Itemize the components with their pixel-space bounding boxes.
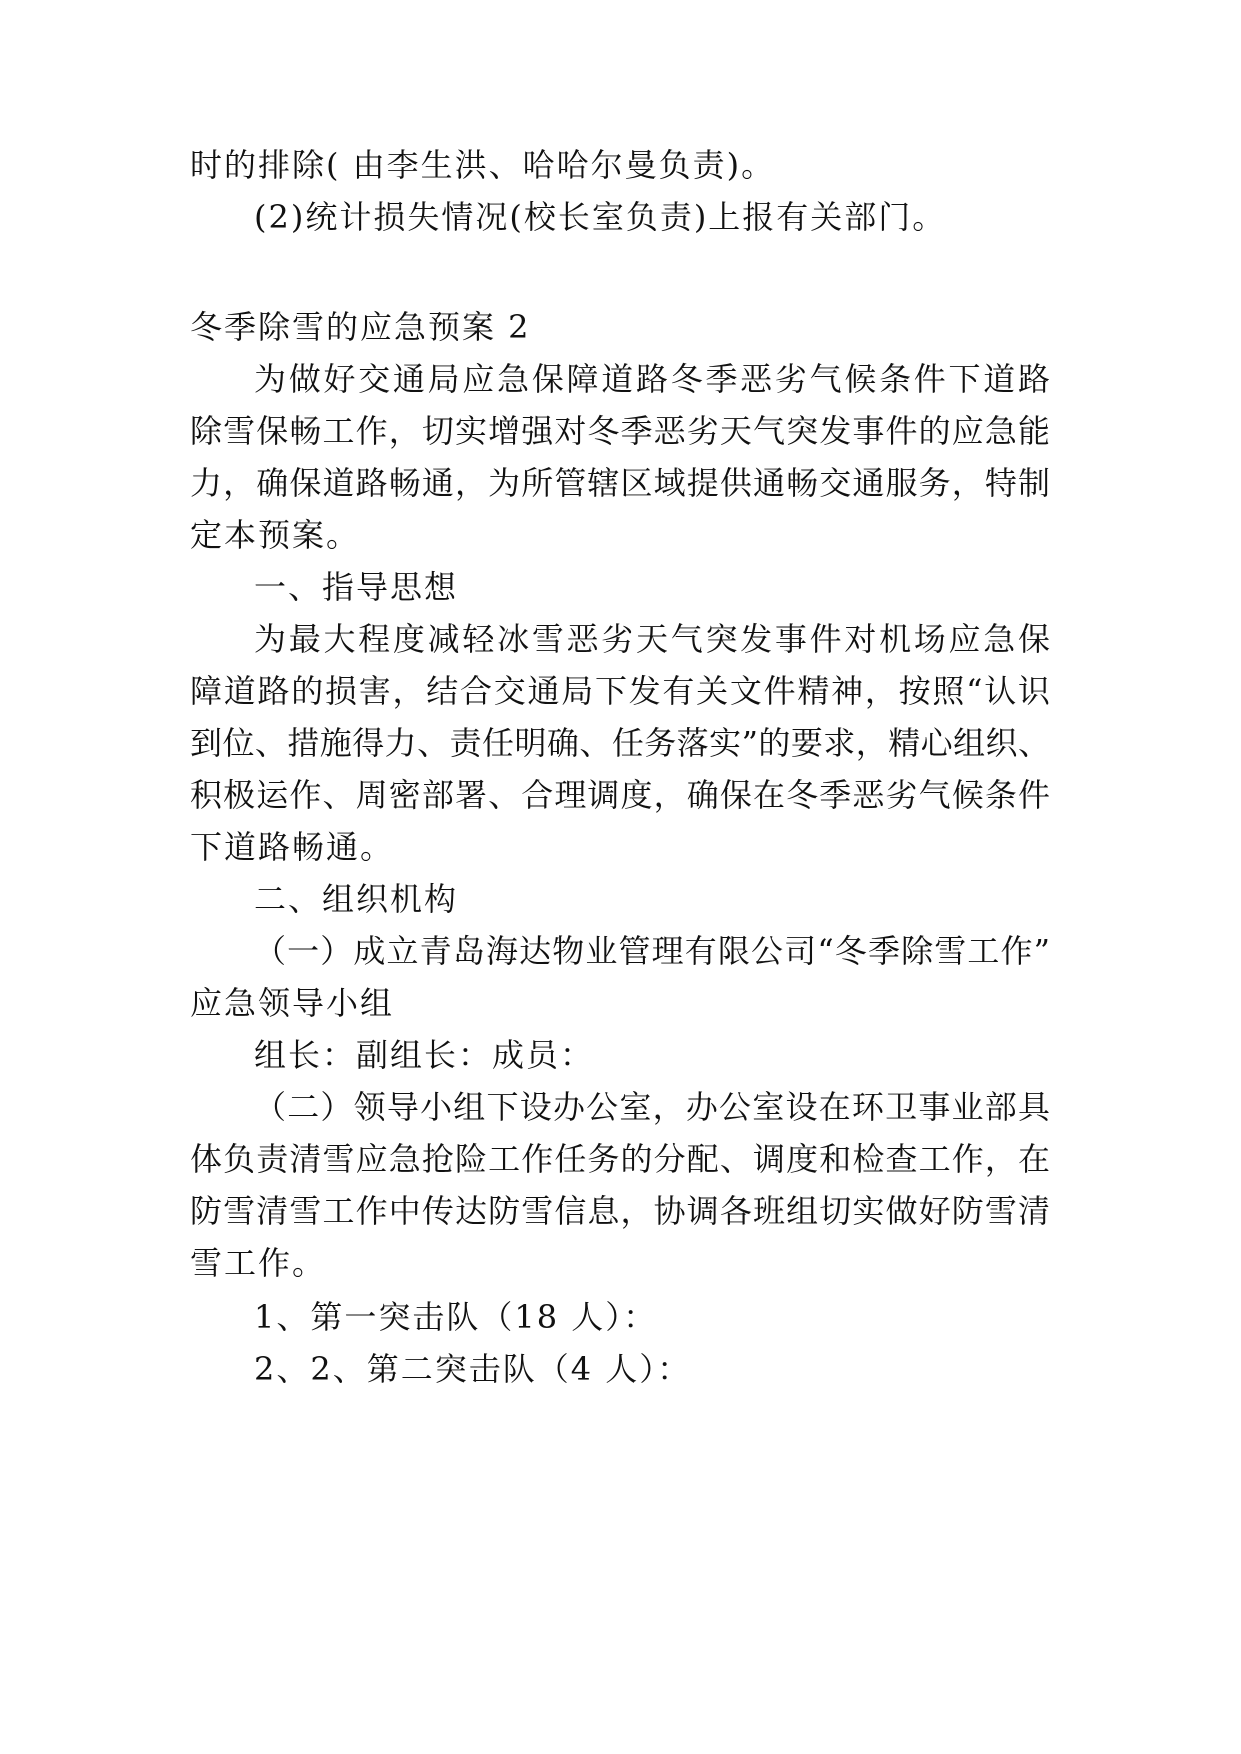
continuation-line: 时的排除( 由李生洪、哈哈尔曼负责)。 [190, 146, 776, 184]
intro-paragraph-line: 除雪保畅工作，切实增强对冬季恶劣天气突发事件的应急能 [190, 412, 1050, 450]
subsection-1-line: （一）成立青岛海达物业管理有限公司“冬季除雪工作” [254, 932, 1050, 970]
heading-guiding-ideology: 一、指导思想 [254, 568, 459, 606]
subsection-2-line: （二）领导小组下设办公室，办公室设在环卫事业部具 [254, 1088, 1050, 1126]
roles-line: 组长：副组长：成员： [254, 1036, 595, 1074]
team-2-line: 2、2、第二突击队（4 人）： [254, 1350, 692, 1388]
team-1-line: 1、第一突击队（18 人）： [254, 1298, 658, 1336]
guiding-paragraph-line: 积极运作、周密部署、合理调度，确保在冬季恶劣气候条件 [190, 776, 1050, 814]
guiding-paragraph-line: 障道路的损害，结合交通局下发有关文件精神，按照“认识 [190, 672, 1050, 710]
subsection-2-line: 体负责清雪应急抢险工作任务的分配、调度和检查工作，在 [190, 1140, 1050, 1178]
subsection-2-line: 雪工作。 [190, 1244, 327, 1282]
guiding-paragraph-line: 到位、措施得力、责任明确、任务落实”的要求，精心组织、 [190, 724, 1050, 762]
guiding-paragraph-line: 下道路畅通。 [190, 828, 395, 866]
continuation-item-2: (2)统计损失情况(校长室负责)上报有关部门。 [254, 198, 947, 236]
intro-paragraph-line: 力，确保道路畅通，为所管辖区域提供通畅交通服务，特制 [190, 464, 1050, 502]
intro-paragraph-line: 为做好交通局应急保障道路冬季恶劣气候条件下道路 [254, 360, 1050, 398]
section-title: 冬季除雪的应急预案 2 [190, 308, 531, 346]
guiding-paragraph-line: 为最大程度减轻冰雪恶劣天气突发事件对机场应急保 [254, 620, 1050, 658]
subsection-2-line: 防雪清雪工作中传达防雪信息，协调各班组切实做好防雪清 [190, 1192, 1050, 1230]
intro-paragraph-line: 定本预案。 [190, 516, 361, 554]
subsection-1-line: 应急领导小组 [190, 984, 395, 1022]
heading-organization: 二、组织机构 [254, 880, 459, 918]
